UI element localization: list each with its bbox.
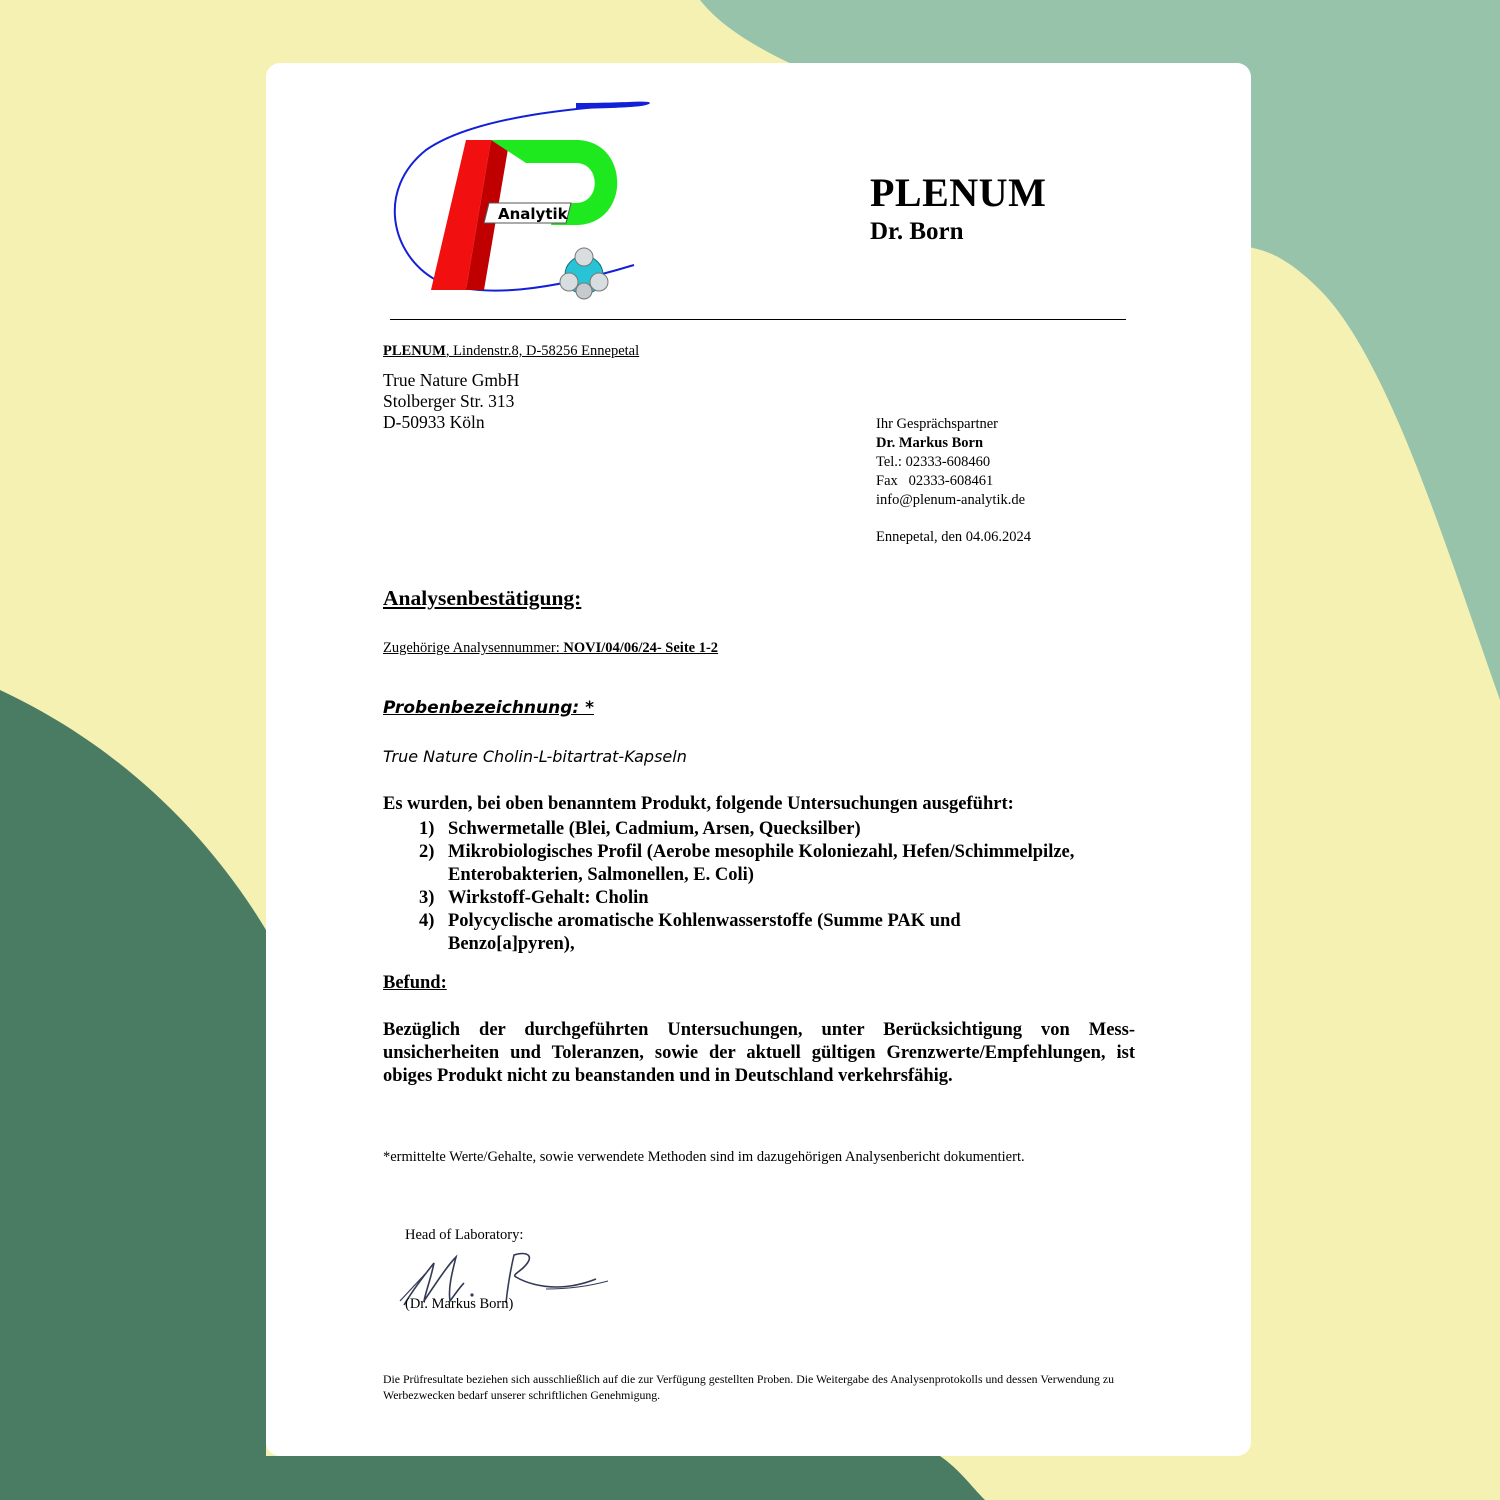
list-item (419, 818, 1139, 841)
list-item (419, 841, 1138, 887)
disclaimer: Die Prüfresultate beziehen sich ausschließlich auf die zur Verfügung gestellten Proben. Die Weitergabe des Analysenprotokolls und dessen Verwendung zu Werbezwecken bedarf unserer schriftlichen Genehmigung. (383, 1372, 1115, 1402)
sample-label: Probenbezeichnung: * (383, 698, 595, 718)
contact-label: Ihr Gesprächspartner (876, 416, 998, 432)
sender-line (383, 343, 639, 360)
contact-block (876, 415, 1025, 510)
sample-product: True Nature Cholin-L-bitartrat-Kapseln (383, 747, 687, 766)
recipient-line: D-50933 Köln (383, 412, 485, 432)
sender-name: PLENUM (383, 343, 446, 359)
logo-text: Analytik (498, 205, 568, 223)
recipient-line: Stolberger Str. 313 (383, 391, 515, 411)
list-item-number: 3) (419, 888, 435, 908)
list-item-number: 4) (419, 911, 435, 931)
contact-phone: Tel.: 02333-608460 (876, 454, 991, 470)
sender-address: , Lindenstr.8, D-58256 Ennepetal (445, 343, 640, 359)
list-item-text: Wirkstoff-Gehalt: Cholin (448, 888, 649, 908)
header-divider (390, 319, 1126, 320)
contact-person: Dr. Markus Born (876, 435, 984, 451)
signature-name: (Dr. Markus Born) (405, 1296, 514, 1312)
footnote: *ermittelte Werte/Gehalte, sowie verwendete Methoden sind im dazugehörigen Analysenbericht dokumentiert. (383, 1149, 1025, 1165)
document-sheet (266, 63, 1251, 1456)
list-item-text: Schwermetalle (Blei, Cadmium, Arsen, Quecksilber) (448, 819, 861, 839)
analysis-reference-label: Zugehörige Analysennummer: (383, 640, 564, 656)
contact-fax: Fax 02333-608461 (876, 473, 994, 489)
list-item (419, 910, 1018, 956)
list-item-text: Mikrobiologisches Profil (Aerobe mesophile Koloniezahl, Hefen/Schimmelpilze, Enterobakterien, Salmonellen, E. Coli) (448, 842, 1075, 885)
recipient-line: True Nature GmbH (383, 370, 520, 390)
findings-heading: Befund: (383, 973, 447, 993)
findings-text: Bezüglich der durchgeführten Untersuchungen, unter Berücksichtigung von Messunsicherheiten und Toleranzen, sowie der aktuell gültigen Grenzwerte/Empfehlungen, ist obiges Produkt nicht zu beanstanden und in Deutschland verkehrsfähig. (383, 1020, 1135, 1086)
tests-list (419, 818, 1139, 956)
document-title: Analysenbestätigung: (383, 586, 582, 610)
brand-subtitle: Dr. Born (870, 218, 964, 245)
document-date: Ennepetal, den 04.06.2024 (876, 529, 1032, 545)
list-item-text: Polycyclische aromatische Kohlenwasserstoffe (Summe PAK und Benzo[a]pyren), (448, 911, 961, 954)
list-item-number: 2) (419, 842, 435, 862)
list-item (419, 887, 1139, 910)
tests-intro: Es wurden, bei oben benanntem Produkt, folgende Untersuchungen ausgeführt: (383, 794, 1014, 814)
analysis-reference (383, 640, 718, 657)
brand-name: PLENUM (870, 170, 1047, 215)
list-item-number: 1) (419, 819, 435, 839)
recipient-address (383, 370, 519, 433)
analysis-reference-number: NOVI/04/06/24- Seite 1-2 (563, 640, 719, 656)
signature-label: Head of Laboratory: (405, 1227, 524, 1243)
contact-email: info@plenum-analytik.de (876, 492, 1026, 508)
plenum-analytik-logo (386, 95, 656, 310)
